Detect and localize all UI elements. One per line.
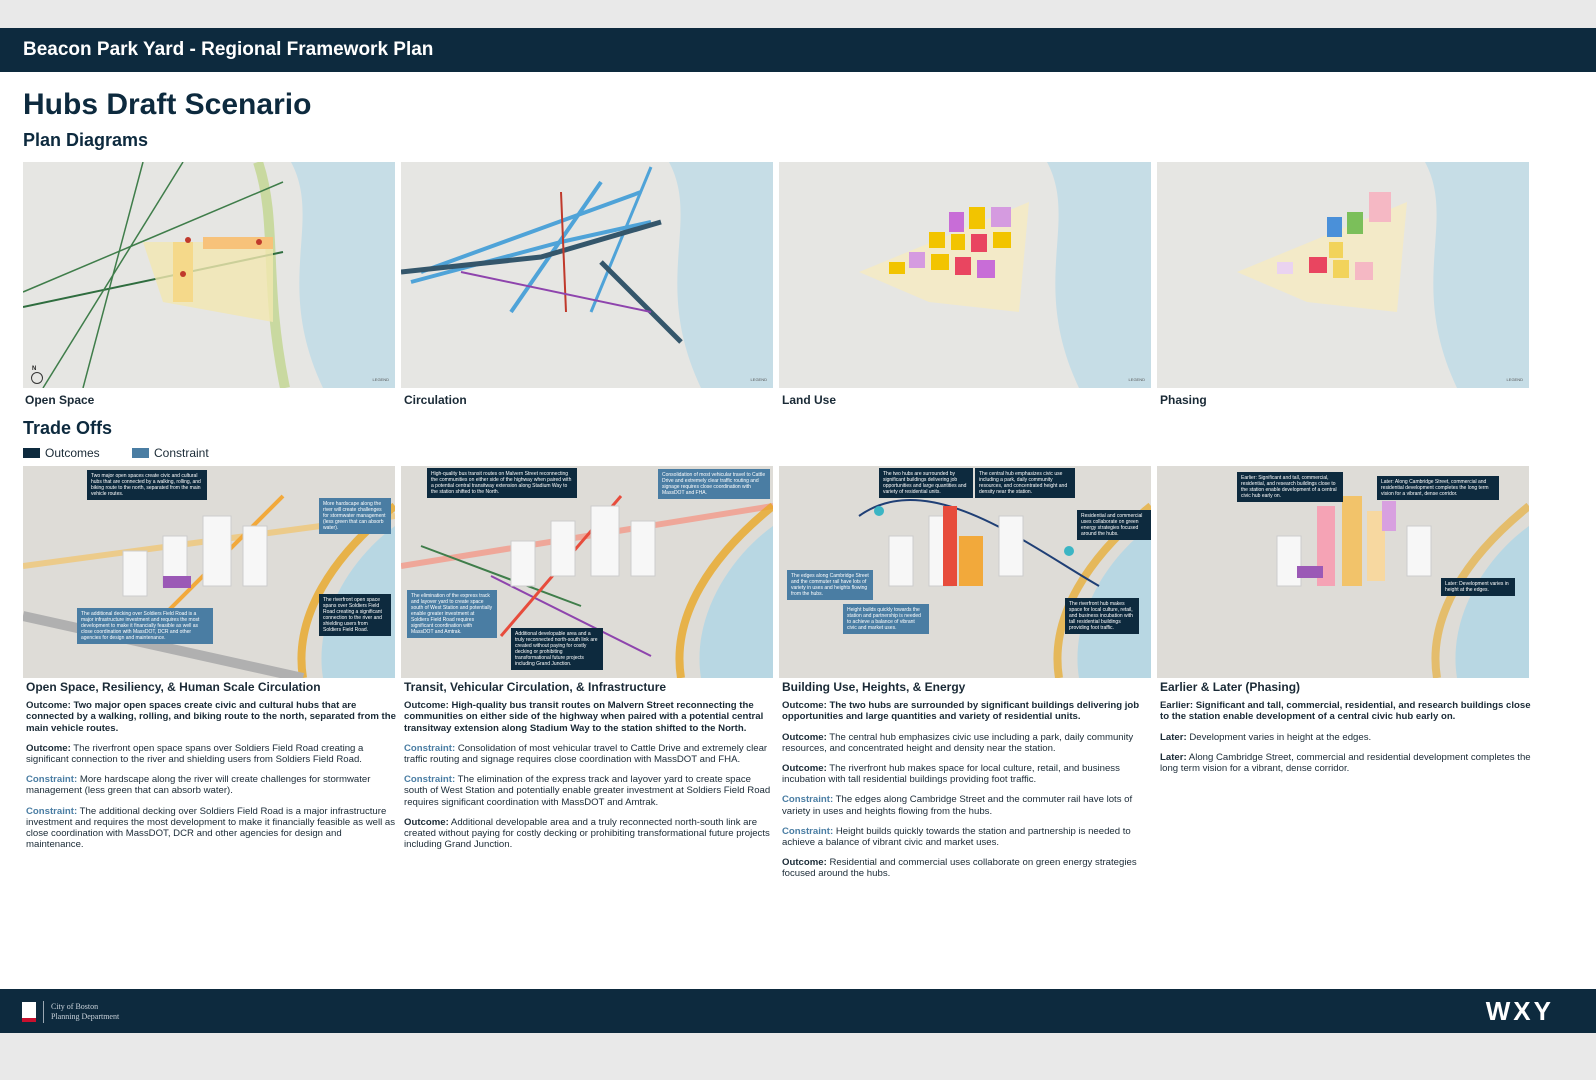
- column-title: Building Use, Heights, & Energy: [782, 680, 966, 694]
- callout: Additional developable area and a truly reconnected north-south link are created without paying for costly decking or prohibiting transformational future projects including Grand Junction.: [511, 628, 603, 670]
- paragraph: Constraint: More hardscape along the river will create challenges for stormwater management (less green that can absorb water).: [26, 774, 371, 797]
- callout: High-quality bus transit routes on Malvern Street reconnecting the communities on either side of the highway when paired with a potential central transitway extension along Stadium Way to the station shifted to the North.: [427, 468, 577, 498]
- top-band: [0, 0, 1596, 28]
- org-name: City of Boston Planning Department: [51, 1002, 120, 1021]
- map-legend: LEGEND: [1506, 377, 1523, 382]
- callout: Later: Along Cambridge Street, commercial and residential development completes the long term vision for a vibrant, dense corridor.: [1377, 476, 1499, 500]
- callout: Two major open spaces create civic and cultural hubs that are connected by a walking, rolling, and biking route to the north, separated from the main vehicle routes.: [87, 470, 207, 500]
- paragraph: Constraint: The additional decking over Soldiers Field Road is a major infrastructure investment and requires the most development to make it financially feasible as well as close coordination with MassDOT, DCR and other agencies for design and maintenance.: [26, 805, 396, 851]
- phasing-map: [1157, 162, 1529, 388]
- header-bar: [0, 28, 1596, 72]
- callout: The edges along Cambridge Street and the commuter rail have lots of variety in uses and heights flowing from the hubs.: [787, 570, 873, 600]
- column-title: Open Space, Resiliency, & Human Scale Circulation: [26, 680, 321, 694]
- paragraph: Outcome: The two hubs are surrounded by significant buildings delivering job opportunities and large quantities and variety of residential units.: [782, 700, 1140, 723]
- paragraph: Later: Development varies in height at the edges.: [1160, 731, 1372, 743]
- paragraph: Outcome: Additional developable area and a truly reconnected north-south link are created without paying for costly decking or prohibiting transformational future projects including Grand Junction.: [404, 816, 770, 851]
- paragraph: Constraint: Height builds quickly towards the station and partnership is needed to achieve a balance of vibrant civic and market uses.: [782, 825, 1131, 849]
- open-space-map: [23, 162, 395, 388]
- map-legend: LEGEND: [1128, 377, 1145, 382]
- circulation-map: [401, 162, 773, 388]
- trade-offs-heading: Trade Offs: [23, 418, 113, 438]
- callout: The riverfront hub makes space for local culture, retail, and business incubation with tall residential buildings providing foot traffic.: [1065, 598, 1139, 634]
- outcomes-swatch: [23, 448, 40, 458]
- paragraph: Outcome: Residential and commercial uses collaborate on green energy strategies focused around the hubs.: [782, 857, 1137, 880]
- callout: Height builds quickly towards the station and partnership is needed to achieve a balance of vibrant civic and market uses.: [843, 604, 929, 634]
- paragraph: Constraint: The edges along Cambridge Street and the commuter rail have lots of variety in uses and heights flowing from the hubs.: [782, 794, 1133, 817]
- paragraph: Outcome: Two major open spaces create civic and cultural hubs that are connected by a walking, rolling, and biking route to the north, separated from the main vehicle routes.: [26, 700, 396, 734]
- tradeoff-map-phasing: [1157, 466, 1529, 678]
- callout: The riverfront open space spans over Soldiers Field Road creating a significant connection to the river and shielding users from Soldiers Field Road.: [319, 594, 391, 636]
- paragraph: Constraint: Consolidation of most vehicular travel to Cattle Drive and extremely clear traffic routing and signage requires close coordination with MassDOT and FHA.: [404, 742, 768, 766]
- paragraph: Outcome: The riverfront open space spans over Soldiers Field Road creating a significant connection to the river and shielding users from Soldiers Field Road.: [26, 742, 364, 766]
- plan-diagrams-heading: Plan Diagrams: [23, 130, 149, 150]
- callout: Later: Development varies in height at the edges.: [1441, 578, 1515, 596]
- tradeoff-map-building-use: [779, 466, 1151, 678]
- paragraph: Later: Along Cambridge Street, commercial and residential development completes the long term vision for a vibrant, dense corridor.: [1160, 751, 1531, 775]
- column-transit: [404, 682, 776, 859]
- callout: The additional decking over Soldiers Field Road is a major infrastructure investment and requires the most development to make it financially feasible as well as close coordination with MassDOT, DCR and other agencies for design and maintenance.: [77, 608, 213, 644]
- city-logo: [22, 1001, 119, 1023]
- callout: Residential and commercial uses collaborate on green energy strategies focused around the hubs.: [1077, 510, 1151, 540]
- column-building-use: [782, 682, 1154, 889]
- caption-open-space: Open Space: [25, 393, 95, 407]
- paragraph: Constraint: The elimination of the express track and layover yard to create space south of West Station and potentially enable greater investment at Soldiers Field Road requires significant coordination with MassDOT and Amtrak.: [404, 774, 771, 808]
- land-use-map: [779, 162, 1151, 388]
- column-phasing: [1160, 682, 1532, 783]
- caption-land-use: Land Use: [782, 393, 837, 407]
- callout: Consolidation of most vehicular travel to Cattle Drive and extremely clear traffic routing and signage requires close coordination with MassDOT and FHA.: [658, 469, 770, 499]
- constraint-label: Constraint: [154, 446, 209, 460]
- brand-logo: WXY: [1485, 996, 1554, 1026]
- column-title: Transit, Vehicular Circulation, & Infrastructure: [404, 680, 667, 694]
- callout: The two hubs are surrounded by significant buildings delivering job opportunities and large quantities and variety of residential units.: [879, 468, 973, 498]
- column-title: Earlier & Later (Phasing): [1160, 680, 1301, 694]
- outcomes-label: Outcomes: [45, 446, 100, 460]
- paragraph: Earlier: Significant and tall, commercial, residential, and research buildings close to the station enable development of a central civic hub early on.: [1160, 700, 1531, 723]
- logo-divider: [43, 1001, 44, 1023]
- north-arrow-icon: [31, 372, 43, 384]
- map-legend: LEGEND: [750, 377, 767, 382]
- callout: More hardscape along the river will create challenges for stormwater management (less green that can absorb water).: [319, 498, 391, 534]
- bottom-band: [0, 1033, 1596, 1080]
- page-title: Hubs Draft Scenario: [23, 88, 312, 121]
- tradeoff-map-transit: [401, 466, 773, 678]
- paragraph: Outcome: High-quality bus transit routes on Malvern Street reconnecting the communities on either side of the highway when paired with a potential central transitway extension along Stadium Way to the station shifted to the North.: [404, 700, 764, 734]
- caption-circulation: Circulation: [404, 393, 467, 407]
- header-title: Beacon Park Yard - Regional Framework Plan: [23, 39, 434, 60]
- city-seal-icon: [22, 1002, 36, 1022]
- column-open-space: [26, 682, 398, 859]
- constraint-swatch: [132, 448, 149, 458]
- caption-phasing: Phasing: [1160, 393, 1207, 407]
- paragraph: Outcome: The riverfront hub makes space for local culture, retail, and business incubation with tall residential buildings providing foot traffic.: [782, 763, 1120, 786]
- north-label: N: [32, 366, 37, 372]
- callout: The elimination of the express track and layover yard to create space south of West Station and potentially enable greater investment at Soldiers Field Road requires significant coordination with MassDOT and Amtrak.: [407, 590, 497, 638]
- footer-bar: [0, 989, 1596, 1033]
- tradeoff-map-open-space: [23, 466, 395, 678]
- paragraph: Outcome: The central hub emphasizes civic use including a park, daily community resources, and concentrated height and density near the station.: [782, 731, 1134, 754]
- callout: The central hub emphasizes civic use including a park, daily community resources, and concentrated height and density near the station.: [975, 468, 1075, 498]
- callout: Earlier: Significant and tall, commercial, residential, and research buildings close to the station enable development of a central civic hub early on.: [1237, 472, 1343, 502]
- legend-outcomes: [23, 446, 100, 460]
- legend-constraint: [132, 446, 209, 460]
- map-legend: LEGEND: [372, 377, 389, 382]
